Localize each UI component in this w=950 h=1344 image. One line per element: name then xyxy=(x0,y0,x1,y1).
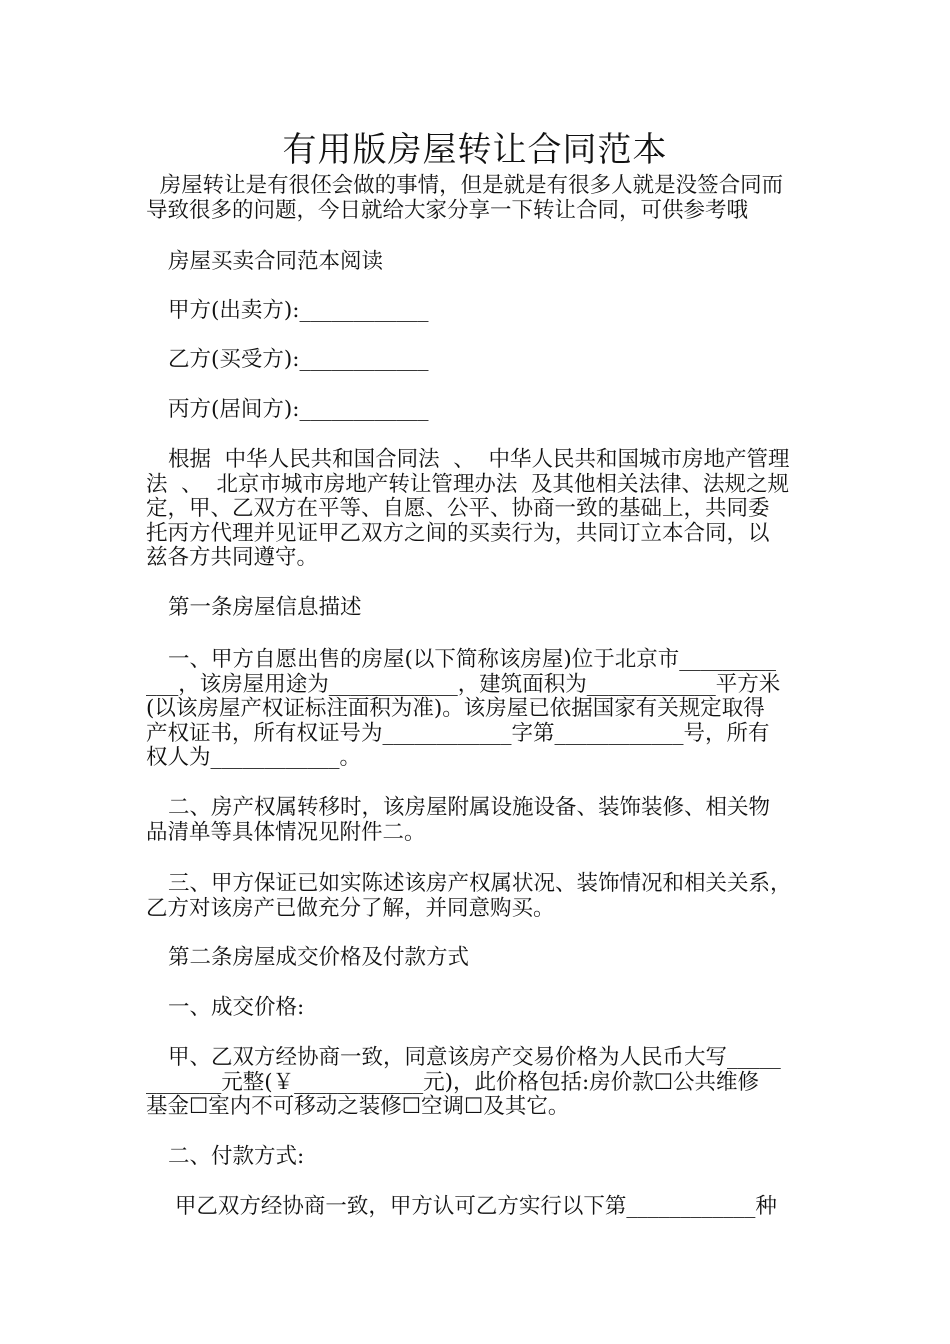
article1-heading: 第一条房屋信息描述 xyxy=(168,595,362,620)
article1-p1-line: (以该房屋产权证标注面积为准)。该房屋已依据国家有关规定取得 xyxy=(146,696,765,721)
article1-p2-line: 二、房产权属转移时，该房屋附属设施设备、装饰装修、相关物 xyxy=(168,795,771,820)
payment-line: 甲乙双方经协商一致，甲方认可乙方实行以下第____________种 xyxy=(168,1194,777,1219)
document-title: 有用版房屋转让合同范本 xyxy=(282,130,668,170)
intro-line: 导致很多的问题，今日就给大家分享一下转让合同，可供参考哦 xyxy=(146,197,749,223)
basis-line: 托丙方代理并见证甲乙双方之间的买卖行为，共同订立本合同，以 xyxy=(146,520,770,546)
basis-line: 兹各方共同遵守。 xyxy=(146,545,319,570)
basis-line: 根据 中华人民共和国合同法 、 中华人民共和国城市房地产管理 xyxy=(168,447,790,472)
article2-heading: 第二条房屋成交价格及付款方式 xyxy=(168,945,470,970)
article1-p1-line: ___，该房屋用途为____________，建筑面积为____________平方米 xyxy=(146,671,781,697)
article2-price-paragraph xyxy=(146,1046,816,1120)
price-line: 基金☐室内不可移动之装修☐空调☐及其它。 xyxy=(146,1094,570,1119)
article1-p1-line: 产权证书，所有权证号为____________字第____________号，所有 xyxy=(146,720,770,746)
party-a-line: 甲方(出卖方):____________ xyxy=(168,298,429,323)
read-heading: 房屋买卖合同范本阅读 xyxy=(168,249,384,274)
article1-paragraph-2 xyxy=(146,796,816,845)
article1-p1-line: 权人为____________。 xyxy=(146,745,362,770)
party-b-line: 乙方(买受方):____________ xyxy=(168,347,429,372)
article1-paragraph-1 xyxy=(146,648,816,771)
intro-line: 房屋转让是有很伾会做的事情，但是就是有很多人就是没签合同而 xyxy=(146,173,784,198)
article1-p1-line: 一、甲方自愿出售的房屋(以下简称该房屋)位于北京市_________ xyxy=(168,647,777,672)
article1-p2-line: 品清单等具体情况见附件二。 xyxy=(146,819,426,845)
article2-payment-paragraph xyxy=(146,1195,816,1220)
basis-line: 定，甲、乙双方在平等、自愿、公平、协商一致的基础上，共同委 xyxy=(146,496,770,521)
intro-paragraph xyxy=(146,174,816,223)
price-line: _______元整(￥____________元)，此价格包括:房价款☐公共维修 xyxy=(146,1069,760,1095)
price-line: 甲、乙双方经协商一致，同意该房产交易价格为人民币大写_____ xyxy=(168,1045,781,1070)
article1-paragraph-3 xyxy=(146,872,816,921)
basis-paragraph xyxy=(146,448,816,571)
article2-subheading-price: 一、成交价格: xyxy=(168,995,305,1020)
article1-p3-line: 乙方对该房产已做充分了解，并同意购买。 xyxy=(146,895,555,921)
party-c-line: 丙方(居间方):____________ xyxy=(168,397,429,422)
article2-subheading-payment: 二、付款方式: xyxy=(168,1144,305,1169)
article1-p3-line: 三、甲方保证已如实陈述该房产权属状况、装饰情况和相关关系， xyxy=(168,871,792,896)
basis-line: 法 、 北京市城市房地产转让管理办法 及其他相关法律、法规之规 xyxy=(146,471,790,497)
